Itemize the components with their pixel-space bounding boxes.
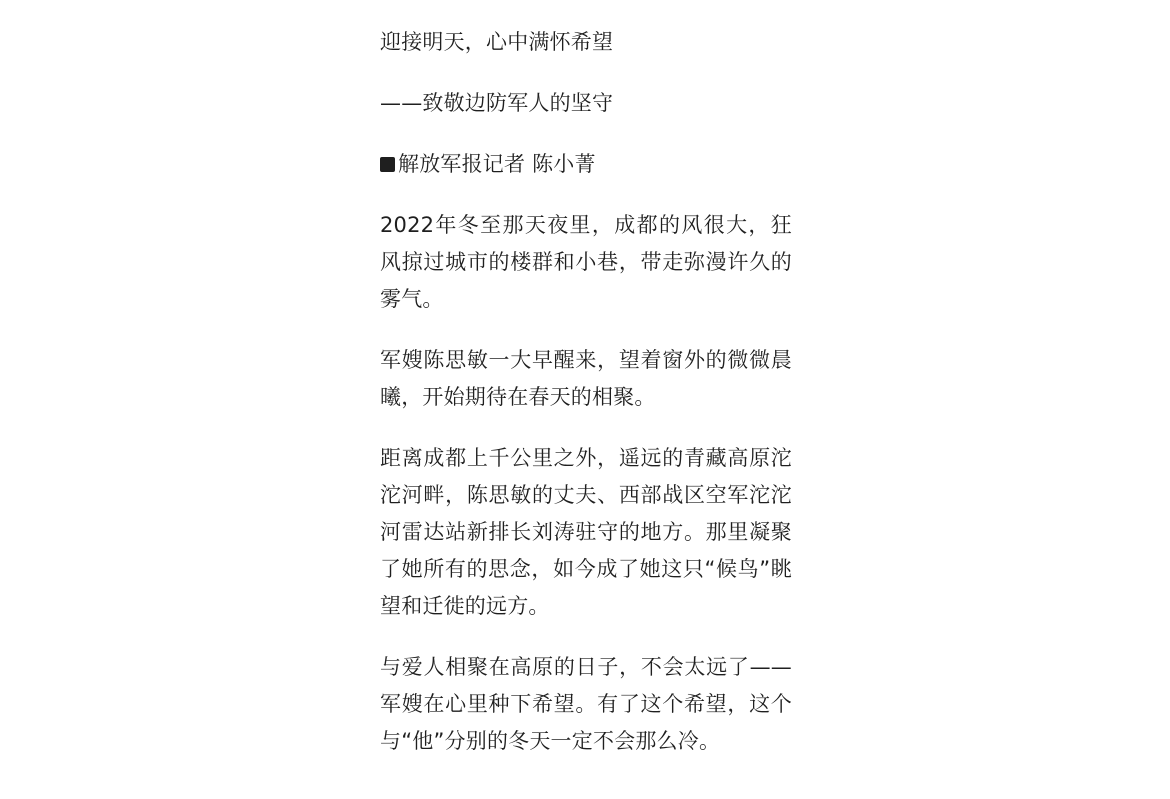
article-body	[380, 24, 792, 760]
paragraph: 军嫂陈思敏一大早醒来，望着窗外的微微晨曦，开始期待在春天的相聚。	[380, 348, 792, 409]
paragraph: 2022年冬至那天夜里，成都的风很大，狂风掠过城市的楼群和小巷，带走弥漫许久的雾气。	[380, 213, 792, 311]
article-headline: 迎接明天，心中满怀希望	[380, 30, 614, 54]
article-subheadline: ——致敬边防军人的坚守	[380, 91, 614, 115]
article-byline	[380, 146, 792, 183]
byline-text: 解放军报记者 陈小菁	[398, 152, 596, 176]
black-square-icon	[380, 157, 395, 172]
paragraph: 与爱人相聚在高原的日子，不会太远了——军嫂在心里种下希望。有了这个希望，这个与“他”分别的冬天一定不会那么冷。	[380, 655, 792, 753]
paragraph: 距离成都上千公里之外，遥远的青藏高原沱沱河畔，陈思敏的丈夫、西部战区空军沱沱河雷达站新排长刘涛驻守的地方。那里凝聚了她所有的思念，如今成了她这只“候鸟”眺望和迁徙的远方。	[380, 446, 792, 618]
